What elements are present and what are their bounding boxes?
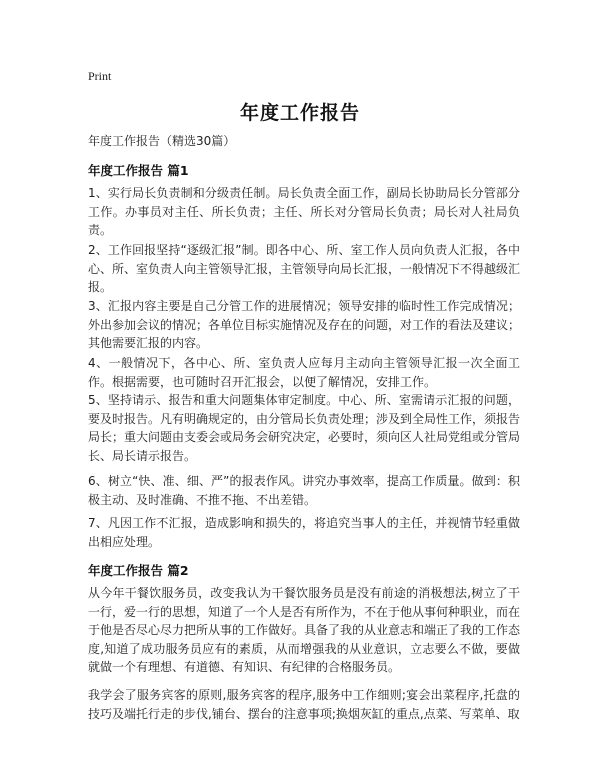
paragraph-1-2: 2、工作回报坚持“逐级汇报”制。即各中心、所、室工作人员向负责人汇报，各中心、所、室负责人向主管领导汇报，主管领导向局长汇报，一般情况下不得越级汇报。 (88, 243, 521, 294)
paragraph-2-2: 我学会了服务宾客的原则,服务宾客的程序,服务中工作细则;宴会出菜程序,托盘的技巧及端托行走的步伐,铺台、摆台的注意事项;换烟灰缸的重点,点菜、写菜单、取 (88, 688, 520, 721)
paragraph-1-3: 3、汇报内容主要是自己分管工作的进展情况；领导安排的临时性工作完成情况；外出参加会议的情况；各单位目标实施情况及存在的问题，对工作的看法及建议；其他需要汇报的内容。 (88, 299, 521, 350)
paragraph-1-7: 7、凡因工作不汇报，造成影响和损失的，将追究当事人的主任，并视情节轻重做出相应处理。 (88, 516, 520, 549)
print-label[interactable]: Print (88, 69, 112, 83)
paragraph-1-6: 6、树立“快、准、细、严”的报表作风。讲究办事效率，提高工作质量。做到：积极主动、及时准确、不推不拖、不出差错。 (88, 474, 520, 507)
document-title: 年度工作报告 (239, 102, 360, 124)
document-subtitle: 年度工作报告（精选30篇） (88, 134, 236, 148)
section-heading-2: 年度工作报告 篇2 (88, 563, 189, 578)
paragraph-2-1: 从今年干餐饮服务员，改变我认为干餐饮服务员是没有前途的消极想法,树立了干一行，爱一行的思想，知道了一个人是否有所作为，不在于他从事何种职业，而在于他是否尽心尽力把所从事的工作做好。具备了我的从业意志和端正了我的工作态度,知道了成功服务员应有的素质，从而增强我的从业意识，立志要么不做，要做就做一个有理想、有道德、有知识、有纪律的合格服务员。 (88, 586, 521, 674)
paragraph-1-1: 1、实行局长负责制和分级责任制。局长负责全面工作，副局长协助局长分管部分工作。办事员对主任、所长负责；主任、所长对分管局长负责；局长对人社局负责。 (88, 186, 520, 237)
paragraph-1-4: 4、一般情况下，各中心、所、室负责人应每月主动向主管领导汇报一次全面工作。根据需要，也可随时召开汇报会，以便了解情况，安排工作。 (88, 356, 520, 389)
section-heading-1: 年度工作报告 篇1 (88, 163, 189, 178)
paragraph-1-5: 5、坚持请示、报告和重大问题集体审定制度。中心、所、室需请示汇报的问题，要及时报告。凡有明确规定的，由分管局长负责处理；涉及到全局性工作，须报告局长；重大问题由支委会或局务会研究决定，必要时，须向区人社局党组或分管局长、局长请示报告。 (88, 393, 521, 463)
